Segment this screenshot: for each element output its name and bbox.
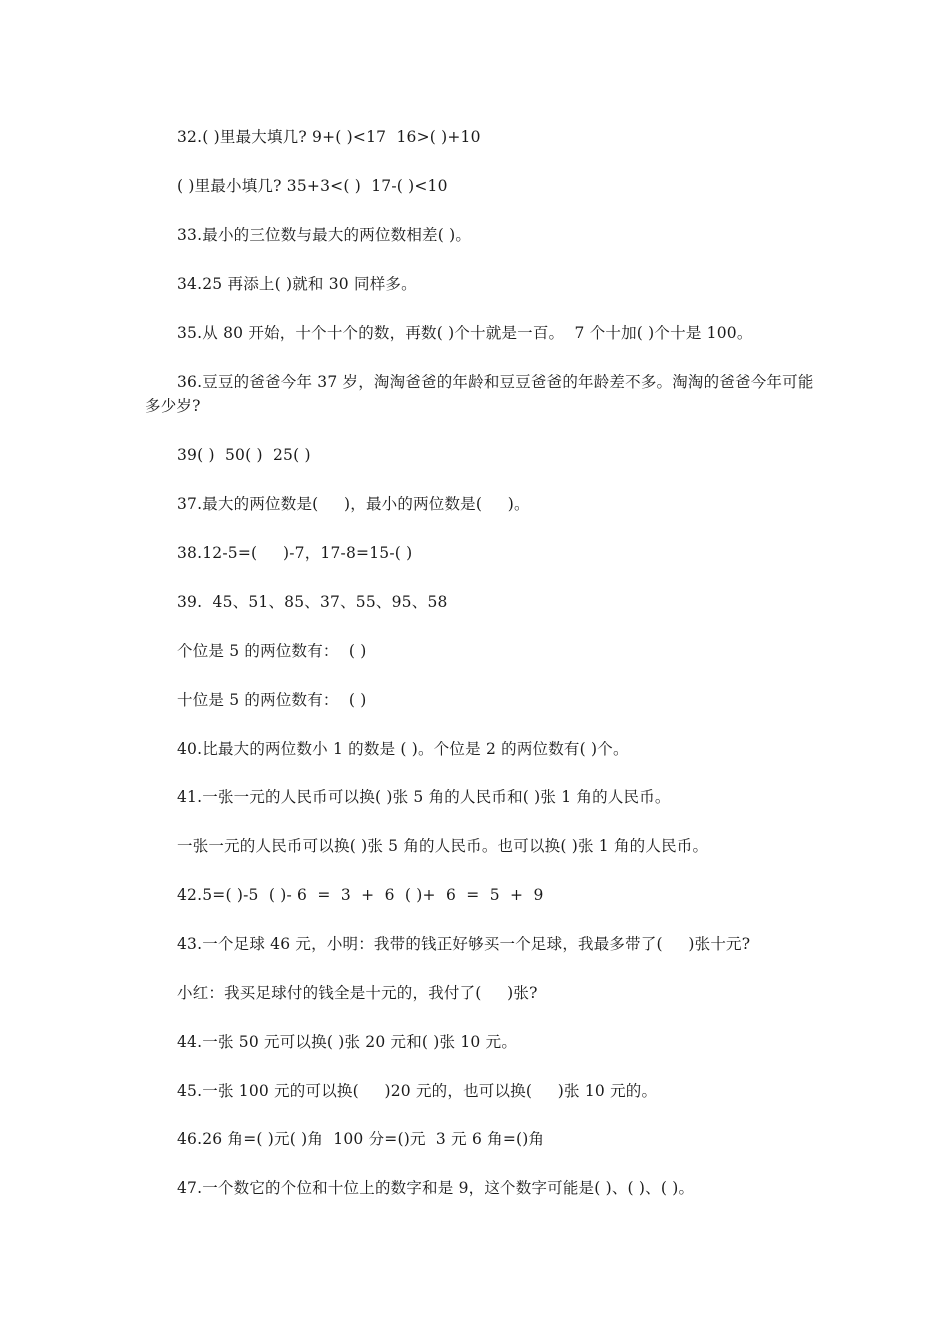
question-43-line-2: 小红：我买足球付的钱全是十元的，我付了( )张? <box>177 984 538 1002</box>
question-38: 38.12-5=( )-7，17-8=15-( ) <box>177 544 413 562</box>
question-36: 36.豆豆的爸爸今年 37 岁，淘淘爸爸的年龄和豆豆爸爸的年龄差不多。淘淘的爸爸今年可能多少岁? <box>145 373 814 415</box>
question-44: 44.一张 50 元可以换( )张 20 元和( )张 10 元。 <box>177 1033 518 1051</box>
question-42: 42.5=( )-5 ( )- 6 = 3 + 6 ( )+ 6 = 5 + 9 <box>177 886 544 904</box>
question-36-choices: 39( ) 50( ) 25( ) <box>177 446 311 464</box>
question-33: 33.最小的三位数与最大的两位数相差( )。 <box>177 226 472 244</box>
question-39: 39. 45、51、85、37、55、95、58 <box>177 593 448 611</box>
question-45: 45.一张 100 元的可以换( )20 元的，也可以换( )张 10 元的。 <box>177 1082 658 1100</box>
question-32-line-1: 32.( )里最大填几? 9+( )<17 16>( )+10 <box>177 128 481 146</box>
question-34: 34.25 再添上( )就和 30 同样多。 <box>177 275 417 293</box>
question-39-tens: 十位是 5 的两位数有： ( ) <box>177 691 367 709</box>
question-46: 46.26 角=( )元( )角 100 分=()元 3 元 6 角=()角 <box>177 1130 545 1148</box>
question-40: 40.比最大的两位数小 1 的数是 ( )。个位是 2 的两位数有( )个。 <box>177 740 629 758</box>
question-41-line-1: 41.一张一元的人民币可以换( )张 5 角的人民币和( )张 1 角的人民币。 <box>177 788 671 806</box>
question-37: 37.最大的两位数是( )，最小的两位数是( )。 <box>177 495 530 513</box>
question-39-ones: 个位是 5 的两位数有： ( ) <box>177 642 367 660</box>
question-32-line-2: ( )里最小填几? 35+3<( ) 17-( )<10 <box>177 177 448 195</box>
question-47: 47.一个数它的个位和十位上的数字和是 9，这个数字可能是( )、( )、( )。 <box>177 1179 695 1197</box>
question-43-line-1: 43.一个足球 46 元，小明：我带的钱正好够买一个足球，我最多带了( )张十元? <box>177 935 751 953</box>
question-41-line-2: 一张一元的人民币可以换( )张 5 角的人民币。也可以换( )张 1 角的人民币。 <box>177 837 709 855</box>
question-35: 35.从 80 开始，十个十个的数，再数( )个十就是一百。 7 个十加( )个十是 100。 <box>177 324 753 342</box>
